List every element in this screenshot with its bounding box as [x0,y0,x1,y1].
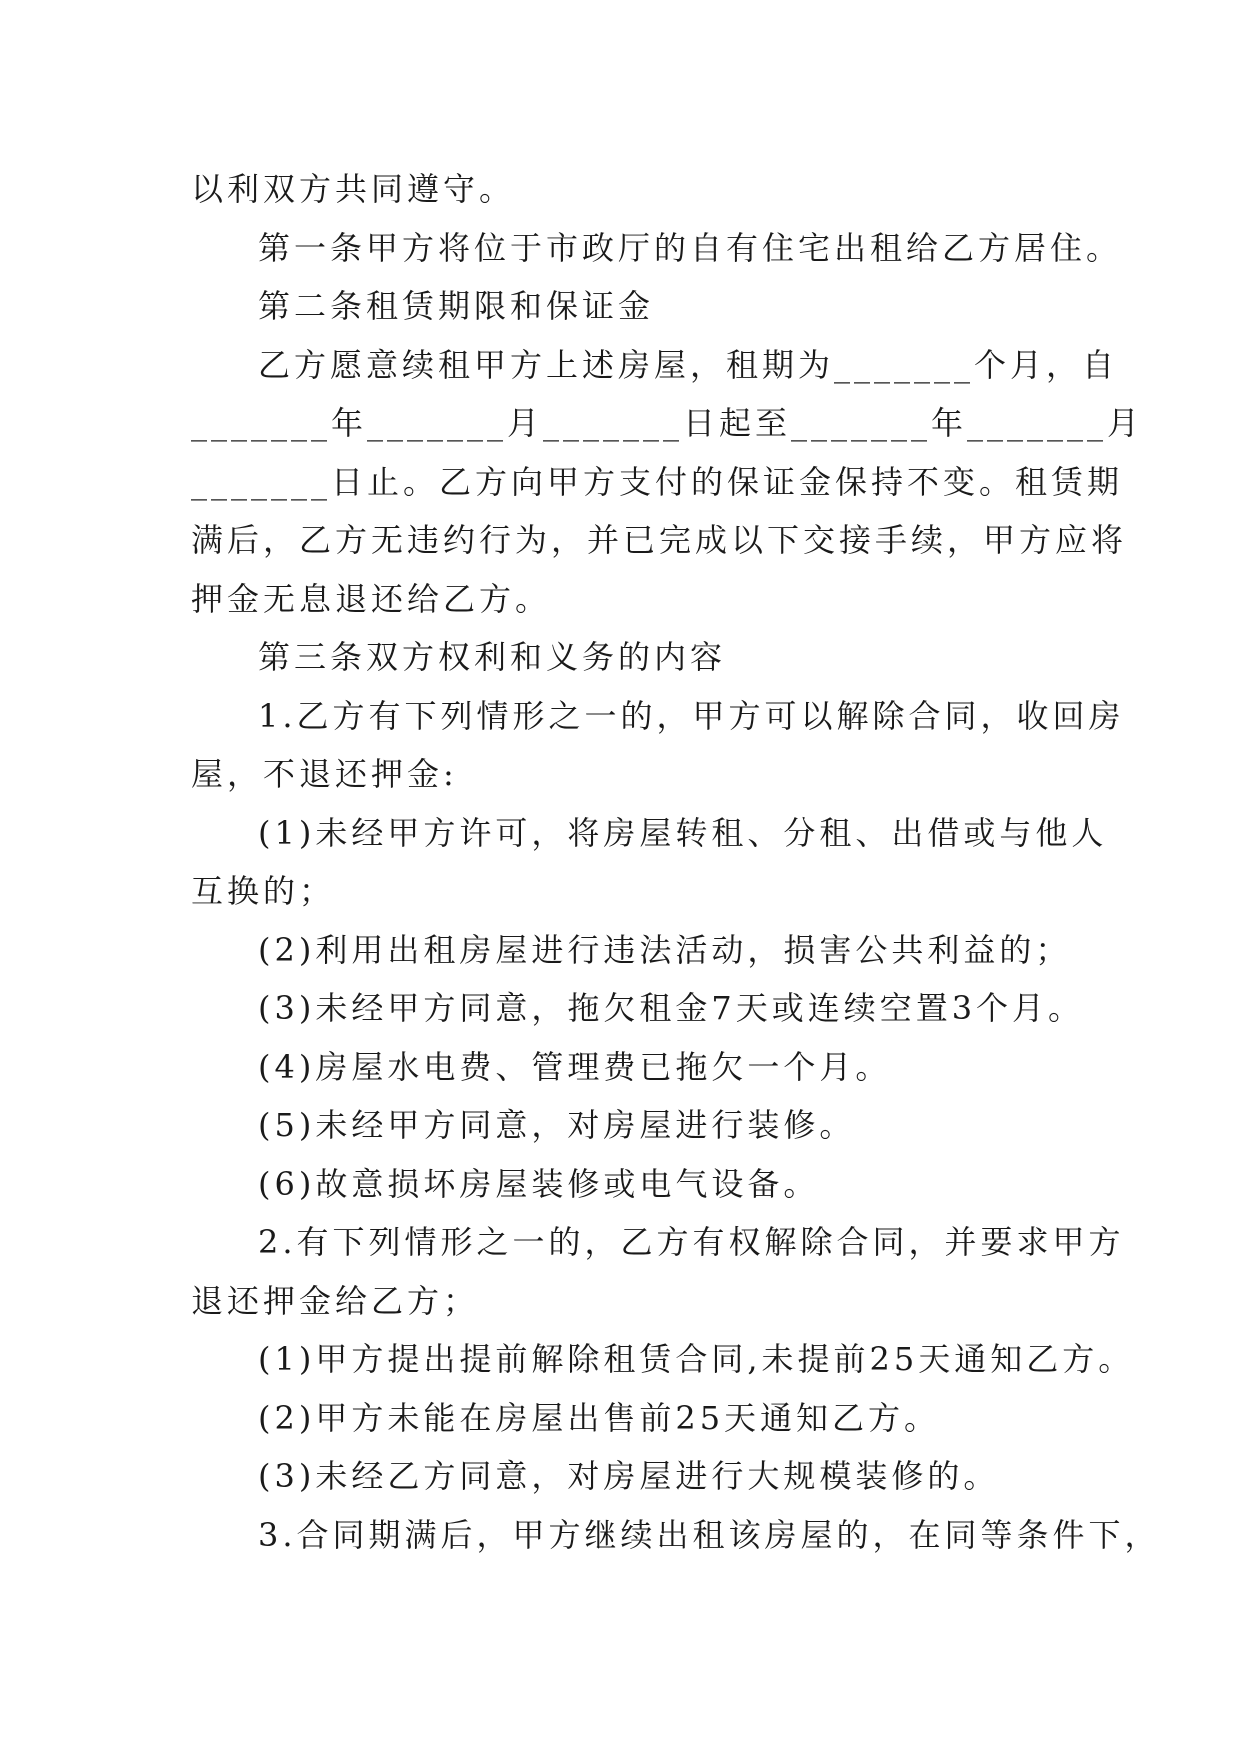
paragraph-line: 乙方愿意续租甲方上述房屋，租期为_______个月，自 [258,345,1119,384]
paragraph-line: 押金无息退还给乙方。 [191,579,552,618]
sub-clause-line: (5)未经甲方同意，对房屋进行装修。 [258,1106,856,1144]
sub-clause-line: (3)未经乙方同意，对房屋进行大规模装修的。 [258,1457,1000,1495]
paragraph-line: 以利双方共同遵守。 [191,170,516,208]
article-1-line: 第一条甲方将位于市政厅的自有住宅出租给乙方居住。 [258,228,1123,267]
paragraph-line: _______日止。乙方向甲方支付的保证金保持不变。租赁期 [191,462,1124,501]
paragraph-line: 满后，乙方无违约行为，并已完成以下交接手续，甲方应将 [191,521,1128,559]
sub-clause-line: 互换的； [191,872,336,910]
clause-line: 1.乙方有下列情形之一的，甲方可以解除合同，收回房 [258,696,1125,735]
clause-line: 2.有下列情形之一的，乙方有权解除合同，并要求甲方 [258,1223,1125,1261]
document-body [191,160,1161,1564]
sub-clause-line: (1)甲方提出提前解除租赁合同,未提前25天通知乙方。 [258,1340,1135,1378]
sub-clause-line: (6)故意损坏房屋装修或电气设备。 [258,1164,820,1203]
article-2-heading: 第二条租赁期限和保证金 [258,287,655,325]
clause-line: 屋，不退还押金: [191,755,458,793]
sub-clause-line: (1)未经甲方许可，将房屋转租、分租、出借或与他人 [258,813,1108,852]
clause-line: 退还押金给乙方； [191,1281,480,1320]
sub-clause-line: (2)甲方未能在房屋出售前25天通知乙方。 [258,1398,941,1437]
sub-clause-line: (2)利用出租房屋进行违法活动，损害公共利益的； [258,930,1072,969]
sub-clause-line: (3)未经甲方同意，拖欠租金7天或连续空置3个月。 [258,989,1085,1027]
article-3-heading: 第三条双方权利和义务的内容 [258,638,727,676]
clause-line: 3.合同期满后，甲方继续出租该房屋的，在同等条件下， [258,1515,1161,1554]
sub-clause-line: (4)房屋水电费、管理费已拖欠一个月。 [258,1047,892,1086]
date-fill-line: _______年_______月_______日起至_______年_______月 [191,404,1144,442]
